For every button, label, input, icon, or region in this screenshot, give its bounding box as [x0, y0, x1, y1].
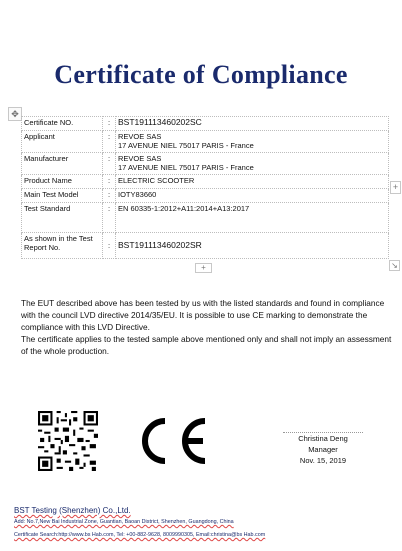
row-label: Test Standard	[22, 203, 103, 233]
qr-code-icon	[38, 411, 98, 471]
row-label: Applicant	[22, 131, 103, 153]
row-label: Main Test Model	[22, 189, 103, 203]
compliance-statement	[21, 297, 393, 357]
certificate-info-table	[21, 116, 389, 259]
applicant-value	[116, 131, 389, 153]
table-resize-handle-icon[interactable]: ↘	[389, 260, 400, 271]
add-column-icon[interactable]: +	[390, 181, 401, 194]
row-separator: :	[103, 233, 116, 259]
manufacturer-value	[116, 153, 389, 175]
issue-date: Nov. 15, 2019	[299, 456, 347, 465]
row-separator: :	[103, 131, 116, 153]
row-separator: :	[103, 117, 116, 131]
scope-paragraph: The certificate applies to the tested sample above mentioned only and shall not imply an assessment of the whole production.	[21, 334, 392, 356]
table-row	[22, 189, 389, 203]
product-name-value: ELECTRIC SCOOTER	[116, 175, 389, 189]
signatory-name: Christina Deng	[298, 434, 348, 443]
contact-line: Certificate Search:http://www.bs Hab.com, Tel: +00-882-9628, 8009990305, Email:christina@bs Hab.com	[14, 532, 266, 538]
certificate-title: Certificate of Compliance	[54, 60, 348, 89]
applicant-name: REVOE SAS	[118, 132, 162, 141]
certificate-number: BST191113460202SC	[116, 117, 389, 131]
ce-mark-logo	[131, 415, 211, 467]
signatory-title: Manager	[308, 445, 338, 454]
row-label: Product Name	[22, 175, 103, 189]
table-row	[22, 117, 389, 131]
test-standard-value: EN 60335-1:2012+A11:2014+A13:2017	[116, 203, 389, 233]
company-address: Add: No.7,New Bai Industrial Zone, Guantian, Baoan District, Shenzhen, Guangdong, China	[14, 519, 234, 525]
company-name: BST Testing (Shenzhen) Co.,Ltd.	[14, 506, 131, 515]
row-separator: :	[103, 175, 116, 189]
manufacturer-address: 17 AVENUE NIEL 75017 PARIS - France	[118, 163, 254, 172]
applicant-address: 17 AVENUE NIEL 75017 PARIS - France	[118, 141, 254, 150]
row-separator: :	[103, 189, 116, 203]
row-label: As shown in the Test Report No.	[22, 233, 103, 259]
test-report-number: BST191113460202SR	[116, 233, 389, 259]
table-row	[22, 175, 389, 189]
row-separator: :	[103, 153, 116, 175]
test-model-value: IOTY83660	[116, 189, 389, 203]
compliance-paragraph: The EUT described above has been tested by us with the listed standards and found in compliance with the council LVD directive 2014/35/EU. It is possible to use CE marking to demonstrate the compliance with this LVD Directive.	[21, 298, 385, 332]
table-row	[22, 153, 389, 175]
row-label: Certificate NO.	[22, 117, 103, 131]
manufacturer-name: REVOE SAS	[118, 154, 162, 163]
add-row-icon[interactable]: +	[195, 263, 212, 273]
row-separator: :	[103, 203, 116, 233]
table-row	[22, 233, 389, 259]
table-move-handle-icon[interactable]: ✥	[8, 107, 22, 121]
table-row	[22, 203, 389, 233]
signatory-block	[283, 432, 363, 466]
row-label: Manufacturer	[22, 153, 103, 175]
table-row	[22, 131, 389, 153]
